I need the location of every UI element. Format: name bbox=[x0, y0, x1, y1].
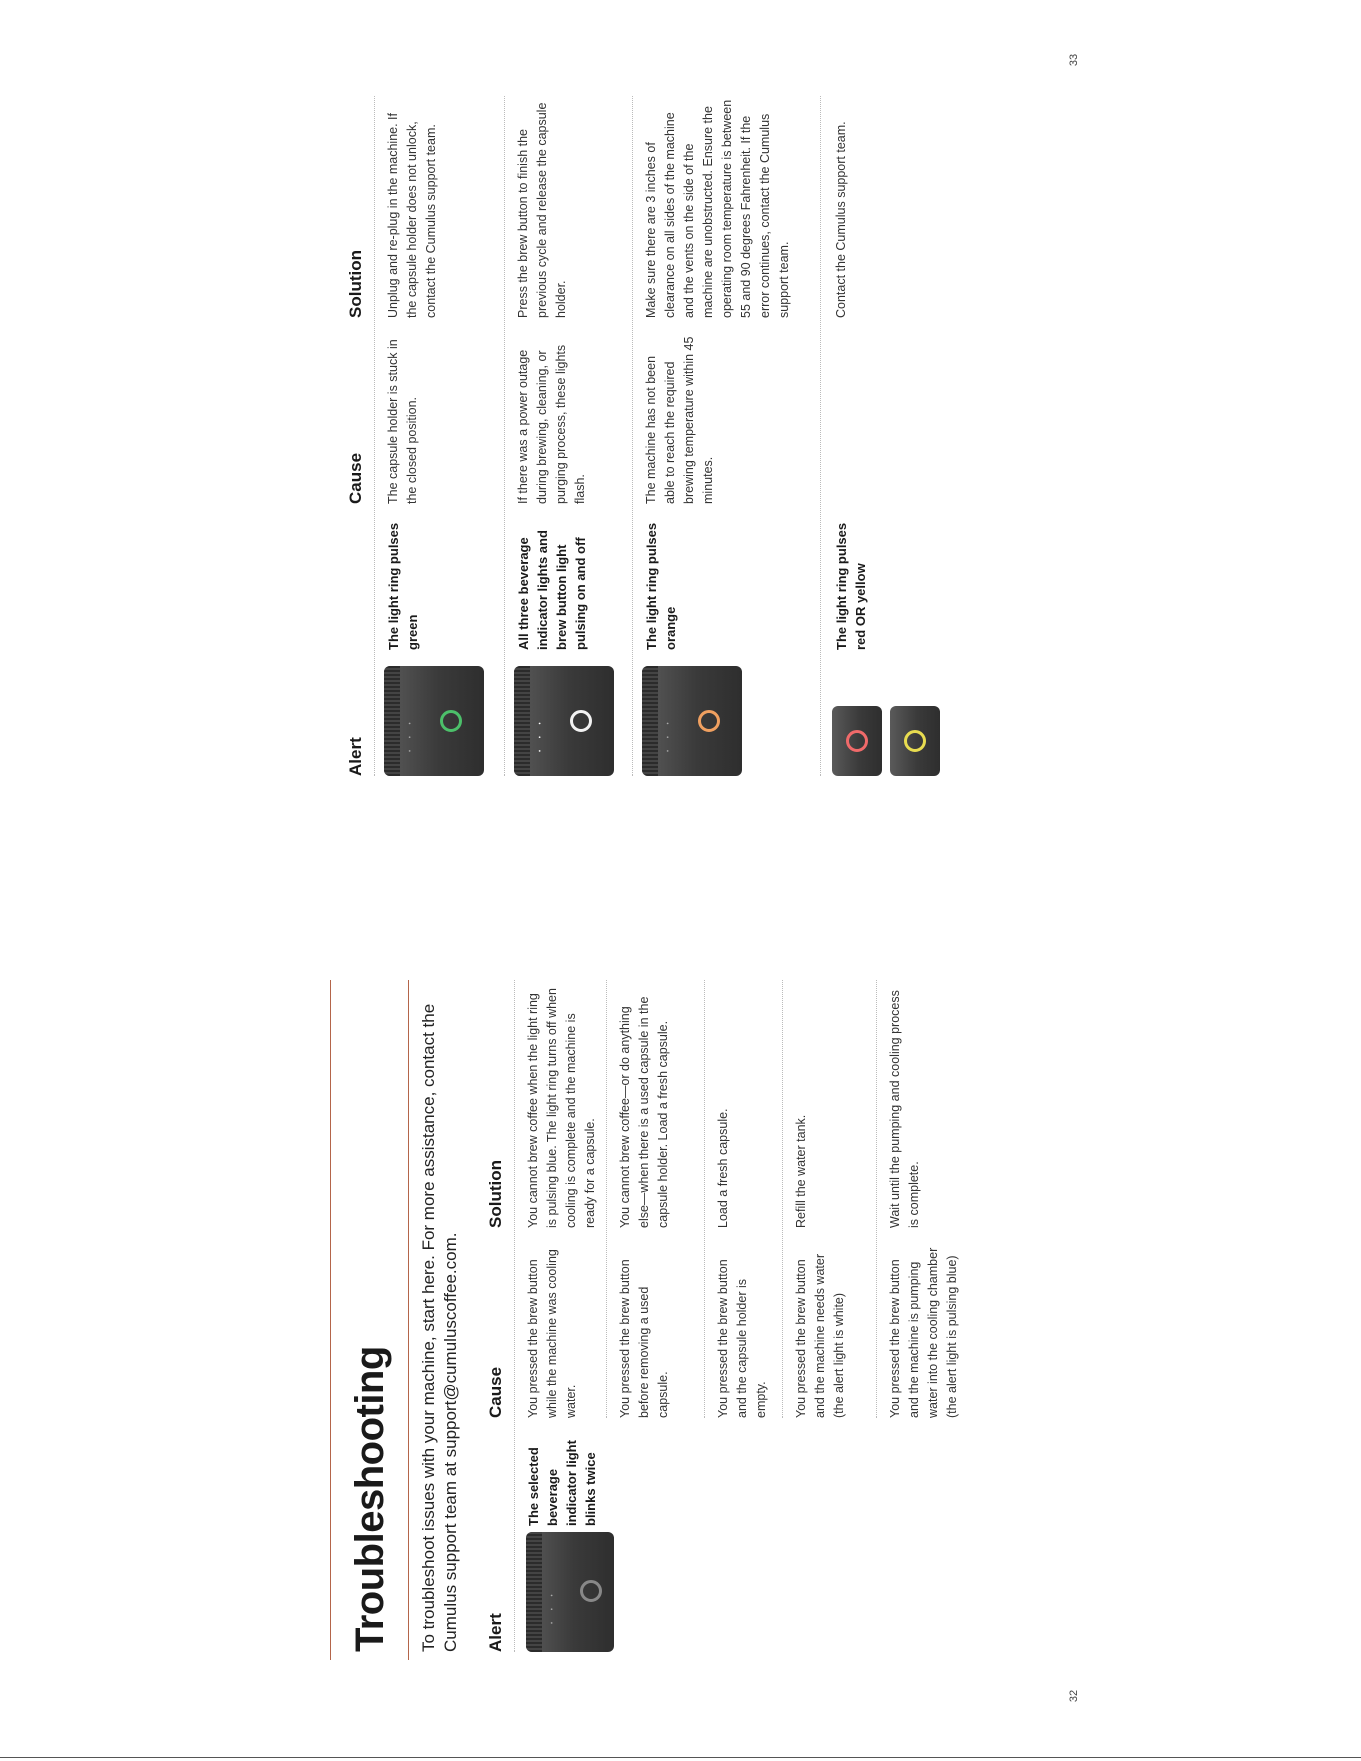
machine-image-blink bbox=[526, 1532, 614, 1652]
cause-2: You pressed the brew button before removing a used capsule. bbox=[618, 1259, 670, 1418]
alert-orange-text: The light ring pulses orange bbox=[644, 522, 678, 650]
brew-button-ring bbox=[580, 1580, 602, 1602]
solution-3: Load a fresh capsule. bbox=[716, 1108, 730, 1228]
indicator-dots: • • • bbox=[666, 717, 672, 752]
cause-orange: The machine has not been able to reach the required brewing temperature within 45 minutes. bbox=[644, 336, 715, 504]
machine-image-red bbox=[832, 706, 882, 776]
row-divider-4 bbox=[876, 980, 877, 1418]
header-cause-right: Cause bbox=[346, 452, 365, 504]
machine-image-yellow bbox=[890, 706, 940, 776]
alert-red-yellow-text: The light ring pulses red OR yellow bbox=[834, 522, 868, 650]
machine-rim bbox=[514, 666, 530, 776]
machine-image-white bbox=[514, 666, 614, 776]
title-bottom-rule bbox=[408, 980, 409, 1660]
alert-green-text: The light ring pulses green bbox=[386, 522, 420, 650]
solution-1: You cannot brew coffee when the light ring is pulsing blue. The light ring turns off when cooling is complete and the machine is ready for a capsule. bbox=[526, 988, 597, 1228]
row-divider-r3 bbox=[820, 96, 821, 776]
cause-4: You pressed the brew button and the machine needs water (the alert light is white) bbox=[794, 1254, 846, 1418]
header-alert-right: Alert bbox=[346, 737, 365, 776]
machine-image-orange bbox=[642, 666, 742, 776]
indicator-dots: • • • bbox=[538, 717, 544, 752]
solution-5: Wait until the pumping and cooling process is complete. bbox=[888, 990, 921, 1228]
cause-3: You pressed the brew button and the capsule holder is empty. bbox=[716, 1259, 768, 1418]
cause-power: If there was a power outage during brewing, cleaning, or purging process, these lights flash. bbox=[516, 344, 587, 504]
cause-green: The capsule holder is stuck in the closed position. bbox=[386, 339, 419, 504]
page-number-left: 32 bbox=[1068, 1689, 1081, 1703]
page-title: Troubleshooting bbox=[348, 1346, 392, 1652]
light-ring-yellow bbox=[904, 730, 926, 752]
header-solution: Solution bbox=[486, 1160, 505, 1228]
row-divider-3 bbox=[782, 980, 783, 1418]
cause-1: You pressed the brew button while the machine was cooling water. bbox=[526, 1249, 578, 1418]
row-divider-r2 bbox=[632, 96, 633, 776]
header-alert: Alert bbox=[486, 1613, 505, 1652]
solution-orange: Make sure there are 3 inches of clearance on all sides of the machine and the vents on the side of the machine are unobstructed. Ensure the operating room temperature is between 55 and 90 degrees Fahrenheit. If the error continues, contact the Cumulus support team. bbox=[644, 99, 791, 318]
light-ring-red bbox=[846, 730, 868, 752]
machine-rim bbox=[384, 666, 400, 776]
indicator-dots: • • • bbox=[550, 1589, 556, 1624]
page-bottom-rule bbox=[0, 1757, 1361, 1758]
cause-5: You pressed the brew button and the machine is pumping water into the cooling chamber (the alert light is pulsing blue) bbox=[888, 1247, 959, 1418]
header-divider-right bbox=[374, 96, 375, 776]
solution-power: Press the brew button to finish the previous cycle and release the capsule holder. bbox=[516, 102, 568, 318]
header-cause: Cause bbox=[486, 1366, 505, 1418]
solution-4: Refill the water tank. bbox=[794, 1114, 808, 1228]
light-ring-orange bbox=[698, 710, 720, 732]
solution-red-yellow: Contact the Cumulus support team. bbox=[834, 121, 848, 318]
indicator-dots: • • • bbox=[408, 717, 414, 752]
light-ring-white bbox=[570, 710, 592, 732]
machine-rim bbox=[642, 666, 658, 776]
title-top-rule bbox=[330, 980, 331, 1660]
alert-indicators-text: All three beverage indicator lights and brew button light pulsing on and off bbox=[516, 530, 588, 650]
row-divider-2 bbox=[704, 980, 705, 1418]
intro-text: To troubleshoot issues with your machine, start here. For more assistance, contact the Cumulus support team at support@cumuluscoffee.com. bbox=[419, 1003, 460, 1652]
light-ring-green bbox=[440, 710, 462, 732]
solution-green: Unplug and re-plug in the machine. If the capsule holder does not unlock, contact the Cumulus support team. bbox=[386, 113, 438, 318]
machine-rim bbox=[526, 1532, 542, 1652]
header-divider bbox=[514, 980, 515, 1652]
row-divider-1 bbox=[606, 980, 607, 1418]
alert-blink-text: The selected beverage indicator light blinks twice bbox=[526, 1440, 598, 1526]
row-divider-r1 bbox=[504, 96, 505, 776]
machine-image-green bbox=[384, 666, 484, 776]
header-solution-right: Solution bbox=[346, 250, 365, 318]
right-page-panel bbox=[338, 100, 1018, 800]
solution-2: You cannot brew coffee—or do anything else—when there is a used capsule in the capsule holder. Load a fresh capsule. bbox=[618, 996, 670, 1228]
page-number-right: 33 bbox=[1068, 53, 1081, 67]
left-page-panel bbox=[330, 980, 959, 1660]
